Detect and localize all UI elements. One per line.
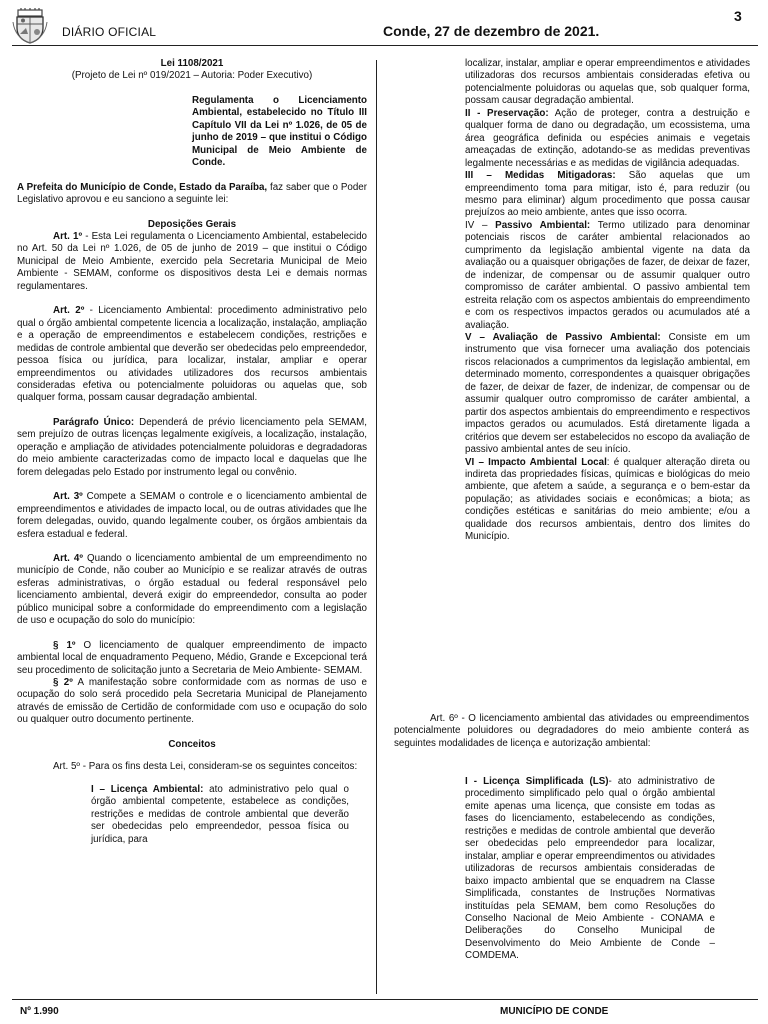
licenca-simplificada-label: I - Licença Simplificada (LS) — [465, 776, 609, 787]
paragraph-2-text: A manifestação sobre conformidade com as normas de uso e ocupação do solo será procedido pela Secretaria Municipal de Planejamento através de emissão de Certidão de conformidade com uso e ocupação do solo ou qualquer outro documento pertinente. — [17, 677, 367, 726]
column-divider — [376, 60, 377, 994]
concept-iv — [465, 220, 750, 332]
article-5-text: - Para os fins desta Lei, consideram-se os seguintes conceitos: — [80, 761, 358, 773]
article-3-label: Art. 3º — [53, 491, 83, 503]
page-header — [0, 0, 768, 46]
article-5-label: Art. 5º — [53, 761, 80, 773]
concept-iii — [465, 170, 750, 220]
left-column — [17, 58, 367, 846]
law-subtitle: (Projeto de Lei nº 019/2021 – Autoria: Poder Executivo) — [71, 70, 313, 82]
right-column — [465, 58, 750, 544]
article-6-text: - O licenciamento ambiental das atividades ou empreendimentos potencialmente poluidores ou degradadores do meio ambiente conterá as seguintes modalidades de licença e autorização ambiental: — [394, 713, 749, 749]
article-4-paragraph-1 — [17, 640, 367, 677]
law-ementa: Regulamenta o Licenciamento Ambiental, estabelecido no Título III Capítulo VII da Lei nº 1.026, de 05 de junho de 2019 – que institui o Código Municipal de Meio Ambiente de Conde. — [192, 94, 367, 169]
article-6 — [394, 713, 749, 750]
issue-number: Nº 1.990 — [20, 1006, 59, 1017]
concept-iii-label: III – Medidas Mitigadoras: — [465, 170, 616, 182]
concept-vi-text: : é qualquer alteração direta ou indireta das propriedades físicas, químicas e biológicas do meio ambiente, que afetem a saúde, a segurança e o bem-estar da população; as atividades sociais e econômicas; a biota; as condições estéticas e sanitárias do meio ambiente; e/ou a qualidade dos recursos ambientais, dentro dos limites do Município. — [465, 456, 750, 543]
preamble — [17, 182, 367, 207]
article-4-label: Art. 4º — [53, 552, 83, 564]
licenca-simplificada — [465, 776, 715, 963]
page-number: 3 — [734, 8, 742, 24]
law-title: Lei 1108/2021 — [160, 58, 224, 69]
licenca-simplificada-text: - ato administrativo de procedimento simplificado pelo qual o órgão ambiental emite apenas uma licença, que consiste em todas as fases do licenciamento, estabelecendo as condições, restrições e medidas de controle ambiental que deverão ser obedecidas pelo empreendedor para localizar, instalar, ampliar e operar empreendimentos ou atividades utilizadoras de recursos ambientais consideradas de baixo impacto ambiental que se enquadrem na Classe Simplificada, constantes de Instruções Normativas instituídas pela SEMAM, bem como Resoluções do Conselho Nacional de Meio Ambiente - CONAMA e Deliberações do Conselho Municipal de Desenvolvimento do Meio Ambiente de Conde – COMDEMA. — [465, 776, 715, 962]
concept-i-label: I – Licença Ambiental: — [91, 783, 204, 795]
concept-vi-label: VI – Impacto Ambiental Local — [465, 456, 607, 468]
concept-ii-label: II - Preservação: — [465, 107, 549, 119]
coat-of-arms-icon — [12, 8, 48, 44]
paragraph-1-label: § 1º — [53, 639, 76, 651]
article-3 — [17, 491, 367, 541]
concept-vi — [465, 457, 750, 544]
concept-i — [91, 784, 349, 846]
article-5 — [17, 761, 367, 773]
article-1-text: - Esta Lei regulamenta o Licenciamento Ambiental, estabelecido no Art. 50 da Lei nº 1.026, de 05 de junho de 2019 – que institui o Código Municipal de Meio Ambiente, exercido pela Secretaria Municipal de Meio Ambiente - SEMAM, conforme os dispositivos desta Lei e demais normas regulamentares. — [17, 230, 367, 292]
article-4 — [17, 553, 367, 628]
header-rule — [12, 45, 758, 46]
preamble-text: faz saber que o Poder Legislativo aprovou e eu sanciono a seguinte lei: — [17, 181, 367, 206]
paragraph-1-text: O licenciamento de qualquer empreendimento de impacto ambiental local de enquadramento Pequeno, Médio, Grande e Excepcional terá seu procedimento de solicitação junto a Secretaria de Meio Ambiente- SEMAM. — [17, 639, 367, 676]
preamble-authority: A Prefeita do Município de Conde, Estado da Paraíba, — [17, 181, 268, 193]
edition-date: Conde, 27 de dezembro de 2021. — [383, 23, 600, 39]
article-2-text: - Licenciamento Ambiental: procedimento administrativo pelo qual o órgão ambiental competente licencia a localização, instalação, ampliação e a operação de empreendimentos e estabelecem condições, restrições e medidas de controle ambiental que deverão ser obedecidas pelo empreendedor, pessoa física ou jurídica, para localizar, instalar, ampliar e operar empreendimentos ou atividades utilizadores dos recursos ambientais consideradas efetiva ou potencialmente poluidoras ou aquelas que, sob qualquer forma, possam causar degradação ambiental. — [17, 305, 367, 404]
article-2 — [17, 305, 367, 405]
concept-iv-text: Termo utilizado para denominar potenciais riscos de caráter ambiental relacionados ao cumprimento da legislação ambiental vigente na data da avaliação ou a quaisquer obrigações de fazer, de deixar de fazer, de indenizar, de compensar ou de assumir qualquer outro compromisso de caráter ambiental. O passivo ambiental tem estreita relação com os aspectos ambientais do empreendimento e com os respectivos impactos gerados ou acumulados até a avaliação. — [465, 219, 751, 331]
paragraph-unico-label: Parágrafo Único: — [53, 416, 135, 428]
paragraph-2-label: § 2º — [53, 677, 73, 689]
concept-v-label: V – Avaliação de Passivo Ambiental: — [465, 331, 661, 343]
concept-v — [465, 332, 750, 457]
concept-iv-prefix: IV – — [465, 219, 496, 231]
publication-name: DIÁRIO OFICIAL — [62, 25, 157, 39]
article-4-paragraph-2 — [17, 677, 367, 727]
concept-i-text: ato administrativo pelo qual o órgão ambiental competente, estabelece as condições, restrições e medidas de controle ambiental que deverão ser obedecidas pelo empreendedor, pessoa física ou jurídica, para — [91, 783, 349, 845]
paragraph-unico — [17, 417, 367, 479]
section-heading-general: Deposições Gerais — [147, 218, 237, 230]
article-2-label: Art. 2º — [53, 305, 85, 317]
concept-iv-label: Passivo Ambiental: — [495, 219, 591, 231]
article-1 — [17, 231, 367, 293]
article-1-label: Art. 1º — [53, 230, 83, 242]
concept-ii-text: Ação de proteger, contra a destruição e qualquer forma de dano ou degradação, um ecossistema, uma área geográfica definida ou espécies animais e vegetais ameaçadas de extinção, adotando-se as medidas preventivas legalmente necessárias e as medidas de vigilância adequadas. — [465, 107, 750, 169]
concept-ii — [465, 108, 750, 170]
paragraph-unico-text: Dependerá de prévio licenciamento pela SEMAM, sem prejuízo de outras licenças legalmente exigíveis, a localização, instalação, operação e ampliação de atividades potencialmente poluidoras e degradadoras do meio ambiente caracterizadas como de impacto local e daquelas que lhe forem delegadas pelo Estado por instrumento legal ou convênio. — [17, 416, 367, 478]
section-heading-concepts: Conceitos — [168, 738, 216, 750]
publisher-name: MUNICÍPIO DE CONDE — [500, 1006, 609, 1017]
article-4-text: Quando o licenciamento ambiental de um empreendimento no município de Conde, não couber ao Município e se realizar através de outras esferas administrativas, o órgão estadual ou federal responsável pelo licenciamento ambiental, deverá exigir do empreendedor, consulta ao poder público municipal sobre a conformidade do empreendimento com a legislação de uso e ocupação do solo do município: — [17, 552, 367, 627]
footer-rule — [12, 999, 758, 1000]
article-6-label: Art. 6º — [430, 713, 458, 724]
article-3-text: Compete a SEMAM o controle e o licenciamento ambiental de empreendimentos e atividades de impacto local, ou de outras atividades que lhe forem delegadas, ouvido, quando legalmente couber, os órgãos ambientais da esfera estadual e federal. — [17, 491, 367, 540]
concept-i-continued: localizar, instalar, ampliar e operar empreendimentos e atividades utilizadoras dos recursos ambientais consideradas efetiva ou potencialmente poluidoras ou aquelas que, sob qualquer forma, possam causar degradação ambiental. — [465, 58, 750, 107]
concept-iii-text: São aquelas que um empreendimento toma para mitigar, isto é, para reduzir (ou mesmo para eliminar) algum procedimento que possa causar prejuízos ao meio ambiente, antes que isso ocorra. — [465, 170, 751, 219]
concept-v-text: Consiste em um instrumento que visa fornecer uma avaliação dos potenciais riscos relacionados a cumprimentos da legislação ambiental, em determinado momento, correspondentes a quaisquer obrigações de fazer, de deixar de fazer, de indenizar, de compensar ou de assumir qualquer outro compromisso de caráter ambiental, a partir dos aspectos ambientais do empreendimento e respectivos impactos gerados ou acumulados. Está diretamente ligada a critérios que devem ser estabelecidos no escopo da avaliação de passivo ambiental antes de seu início. — [465, 331, 750, 456]
